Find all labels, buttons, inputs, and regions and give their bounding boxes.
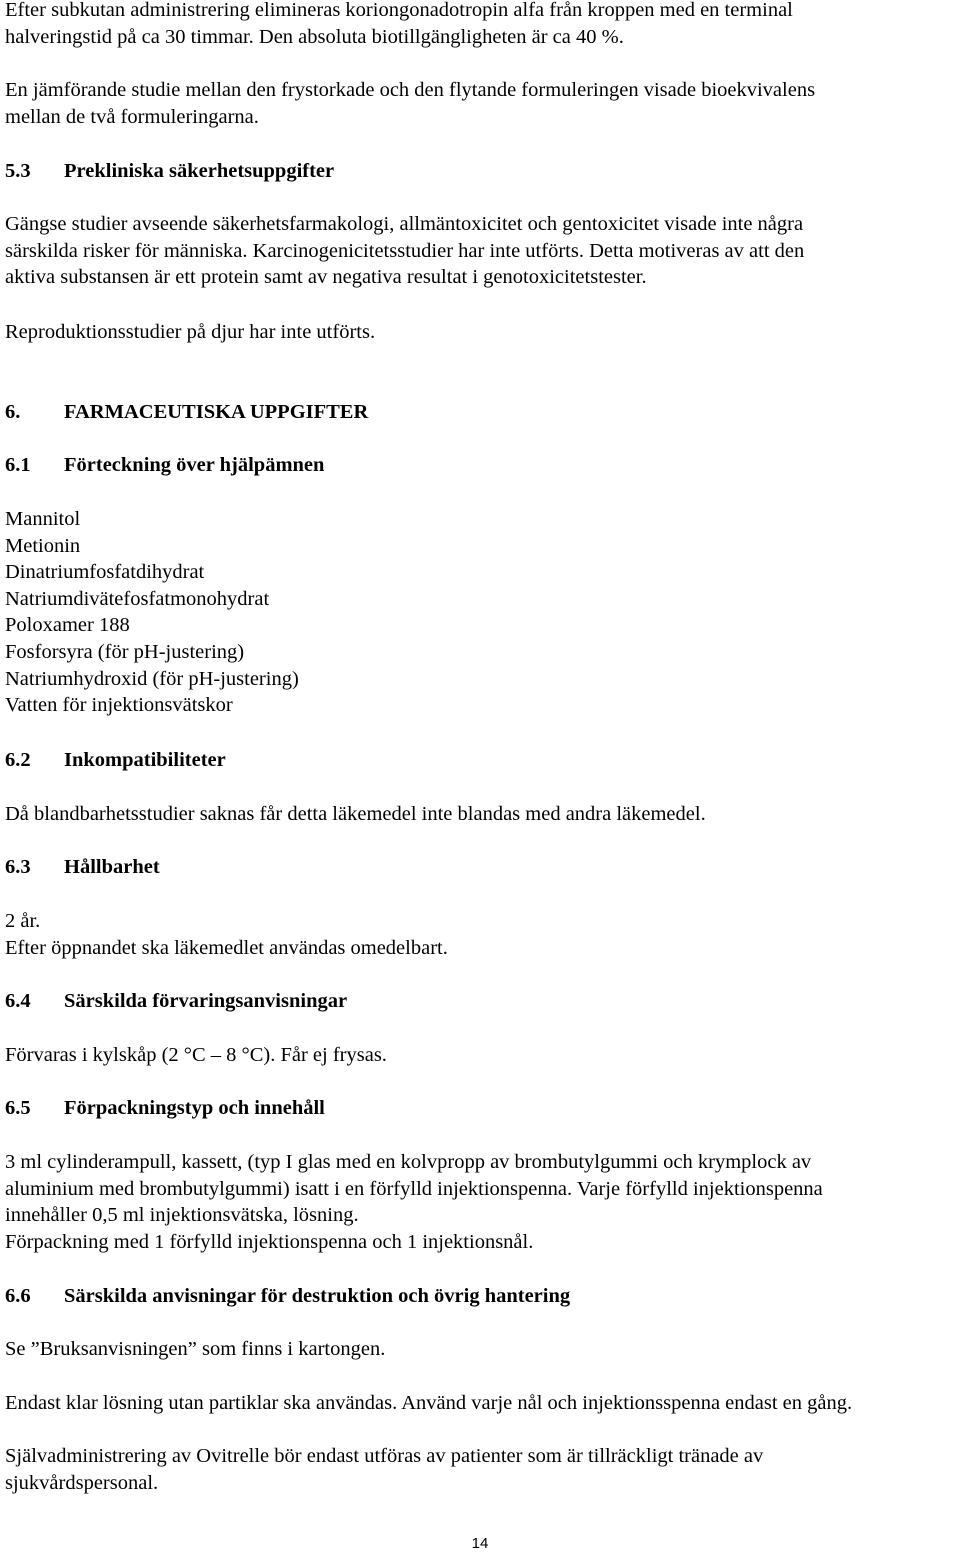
- section-6-4-paragraph: Förvaras i kylskåp (2 °C – 8 °C). Får ej frysas.: [5, 1044, 387, 1066]
- section-5-3-heading: 5.3 Prekliniska säkerhetsuppgifter: [5, 160, 335, 182]
- section-5-3-paragraph-2: Reproduktionsstudier på djur har inte utförts.: [5, 321, 376, 343]
- list-item: Vatten för injektionsvätskor: [5, 694, 233, 717]
- intro-paragraph-2: En jämförande studie mellan den frystorkade och den flytande formuleringen visade bioekvivalens mellan de två formuleringarna.: [5, 79, 816, 128]
- section-6-5-heading: 6.5 Förpackningstyp och innehåll: [5, 1097, 325, 1119]
- section-6-heading: 6. FARMACEUTISKA UPPGIFTER: [5, 401, 369, 423]
- list-item: Metionin: [5, 534, 81, 557]
- list-item: Natriumdivätefosfatmonohydrat: [5, 587, 270, 610]
- excipient-list: [5, 506, 960, 719]
- section-6-1-heading: 6.1 Förteckning över hjälpämnen: [5, 454, 325, 476]
- list-item: Poloxamer 188: [5, 614, 130, 637]
- section-6-6-heading: 6.6 Särskilda anvisningar för destruktion och övrig hantering: [5, 1285, 571, 1307]
- section-6-6-paragraph-1: Se ”Bruksanvisningen” som finns i kartongen.: [5, 1338, 386, 1360]
- list-item: Mannitol: [5, 508, 81, 530]
- intro-paragraph-1: Efter subkutan administrering elimineras koriongonadotropin alfa från kroppen med en terminal halveringstid på ca 30 timmar. Den absoluta biotillgängligheten är ca 40 %.: [5, 0, 793, 48]
- list-item: Natriumhydroxid (för pH-justering): [5, 667, 299, 690]
- section-6-2-paragraph: Då blandbarhetsstudier saknas får detta läkemedel inte blandas med andra läkemedel.: [5, 803, 706, 825]
- section-6-6-paragraph-2: Endast klar lösning utan partiklar ska användas. Använd varje nål och injektionsspenna endast en gång.: [5, 1392, 853, 1414]
- list-item: Dinatriumfosfatdihydrat: [5, 561, 205, 584]
- page-number: 14: [471, 1535, 489, 1552]
- section-6-4-heading: 6.4 Särskilda förvaringsanvisningar: [5, 990, 348, 1012]
- section-5-3-paragraph-1: Gängse studier avseende säkerhetsfarmakologi, allmäntoxicitet och gentoxicitet visade inte några särskilda risker för människa. Karcinogenicitetsstudier har inte utförts. Detta motiveras av att den aktiva substansen är ett protein samt av negativa resultat i genotoxicitetstester.: [5, 213, 805, 289]
- list-item: Fosforsyra (för pH-justering): [5, 640, 245, 663]
- section-6-3-paragraph: 2 år. Efter öppnandet ska läkemedlet användas omedelbart.: [5, 910, 448, 959]
- section-6-2-heading: 6.2 Inkompatibiliteter: [5, 749, 226, 771]
- section-6-6-paragraph-3: Självadministrering av Ovitrelle bör endast utföras av patienter som är tillräckligt tränade av sjukvårdspersonal.: [5, 1445, 764, 1494]
- section-6-5-paragraph: 3 ml cylinderampull, kassett, (typ I glas med en kolvpropp av brombutylgummi och krymplock av aluminium med brombutylgummi) isatt i en förfylld injektionspenna. Varje förfylld injektionspenna innehåller 0,5 ml injektionsvätska, lösning. Förpackning med 1 förfylld injektionspenna och 1 injektionsnål.: [5, 1151, 823, 1253]
- section-6-3-heading: 6.3 Hållbarhet: [5, 856, 160, 878]
